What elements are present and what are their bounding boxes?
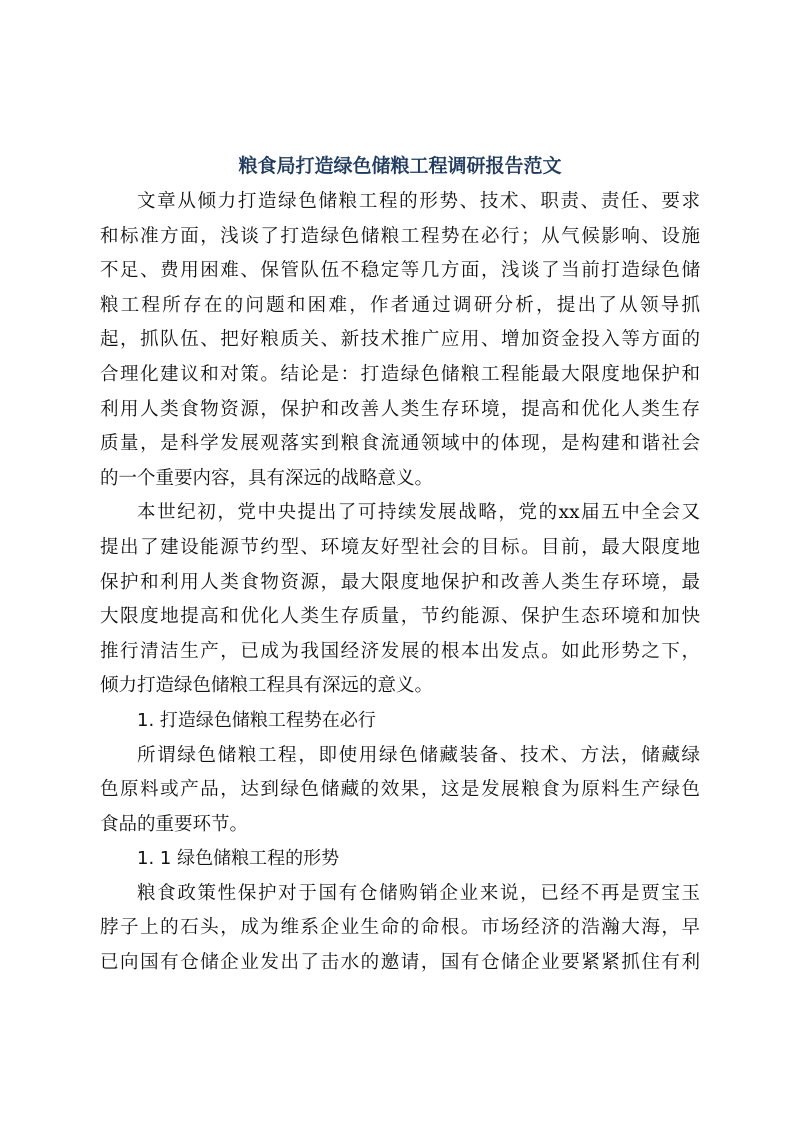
paragraph-line: 色原料或产品，达到绿色储藏的效果，这是发展粮食为原料生产绿色	[100, 779, 700, 801]
paragraph-line: 大限度地提高和优化人类生存质量，节约能源、保护生态环境和加快	[100, 606, 700, 628]
paragraph-line: 不足、费用困难、保管队伍不稳定等几方面，浅谈了当前打造绿色储	[100, 260, 700, 282]
paragraph-line: 提出了建设能源节约型、环境友好型社会的目标。目前，最大限度地	[100, 536, 700, 558]
section-heading: 1. 打造绿色储粮工程势在必行	[137, 709, 376, 731]
paragraph-line: 脖子上的石头，成为维系企业生命的命根。市场经济的浩瀚大海，早	[100, 917, 700, 939]
document-title: 粮食局打造绿色储粮工程调研报告范文	[238, 155, 562, 177]
paragraph-line: 倾力打造绿色储粮工程具有深远的意义。	[100, 675, 434, 697]
paragraph-line: 文章从倾力打造绿色储粮工程的形势、技术、职责、责任、要求	[137, 191, 700, 212]
paragraph-line: 粮食政策性保护对于国有仓储购销企业来说，已经不再是贾宝玉	[137, 882, 700, 904]
paragraph-line: 质量，是科学发展观落实到粮食流通领域中的体现，是构建和谐社会	[100, 433, 700, 455]
paragraph-line: 食品的重要环节。	[100, 813, 249, 835]
document-body	[100, 185, 700, 981]
paragraph-line: 推行清洁生产，已成为我国经济发展的根本出发点。如此形势之下，	[100, 640, 700, 662]
paragraph-line: 合理化建议和对策。结论是：打造绿色储粮工程能最大限度地保护和	[100, 363, 700, 385]
paragraph-line: 已向国有仓储企业发出了击水的邀请，国有仓储企业要紧紧抓住有利	[100, 952, 700, 974]
paragraph-line: 利用人类食物资源，保护和改善人类生存环境，提高和优化人类生存	[100, 398, 700, 420]
paragraph-line: 起，抓队伍、把好粮质关、新技术推广应用、增加资金投入等方面的	[100, 329, 700, 351]
paragraph-line: 和标准方面，浅谈了打造绿色储粮工程势在必行；从气候影响、设施	[100, 225, 700, 247]
paragraph-line: 保护和利用人类食物资源，最大限度地保护和改善人类生存环境，最	[100, 571, 700, 593]
subsection-heading: 1. 1 绿色储粮工程的形势	[137, 848, 340, 870]
paragraph-line: 的一个重要内容，具有深远的战略意义。	[100, 467, 434, 489]
paragraph-line: 本世纪初，党中央提出了可持续发展战略，党的xx届五中全会又	[137, 502, 700, 524]
paragraph-line: 所谓绿色储粮工程，即使用绿色储藏装备、技术、方法，储藏绿	[137, 744, 700, 766]
paragraph-line: 粮工程所存在的问题和困难，作者通过调研分析，提出了从领导抓	[100, 294, 700, 316]
